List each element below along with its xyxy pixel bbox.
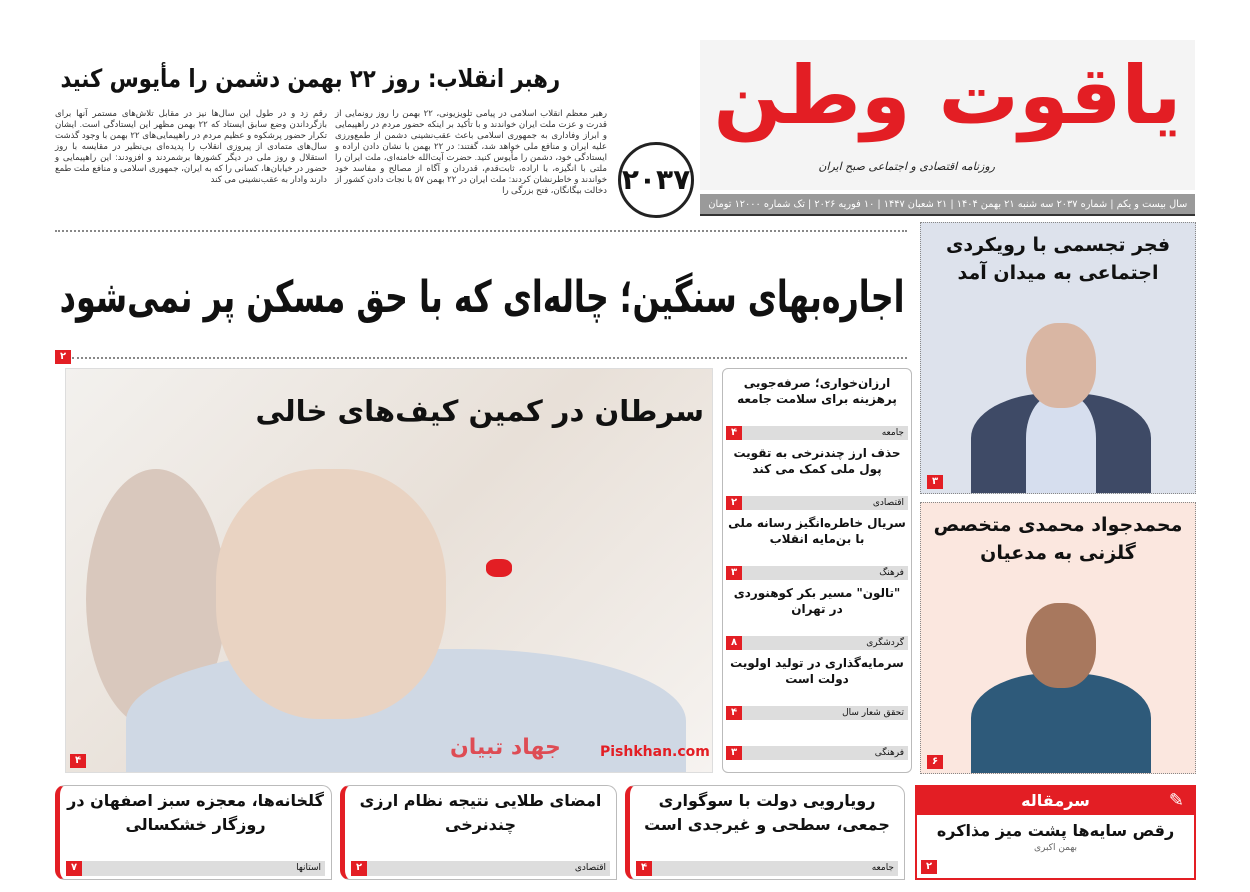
person-photo: [971, 323, 1151, 493]
list-item[interactable]: [726, 512, 908, 582]
category-label: تحقق شعار سال: [842, 708, 904, 718]
logo-text: یاقوت وطن: [713, 49, 1182, 142]
list-item-title: "تالون" مسیر بکر کوهنوردی در تهران: [726, 582, 908, 636]
category-label: جامعه: [881, 428, 904, 438]
watermark-url: Pishkhan.com: [600, 744, 710, 760]
category-label: استانها: [296, 863, 321, 873]
list-item[interactable]: [726, 652, 908, 722]
page-badge: ۲: [55, 350, 71, 364]
list-item-title: [726, 722, 908, 746]
photo-figure: [216, 469, 446, 719]
list-item[interactable]: [726, 722, 908, 762]
list-item-title: ارزان‌خواری؛ صرفه‌جویی پرهزینه برای سلامت جامعه: [726, 372, 908, 426]
sidebar-headline: فجر تجسمی با رویکردی اجتماعی به میدان آمد: [945, 234, 1171, 284]
bottom-story-title: رویارویی دولت با سوگواری جمعی، سطحی و غیرجدی است: [644, 791, 890, 834]
page-badge: ۴: [726, 706, 742, 720]
editorial-author: بهمن اکبری: [1033, 843, 1078, 853]
bow-shape: [486, 559, 512, 577]
category-label: گردشگری: [866, 638, 904, 648]
main-headline-box[interactable]: [60, 268, 905, 328]
category-label: اقتصادی: [574, 863, 606, 873]
editorial-title: رقص سایه‌ها پشت میز مذاکره: [936, 821, 1175, 840]
page-badge: ۴: [636, 861, 652, 876]
category-label: جامعه: [871, 863, 894, 873]
editorial-icon: ✎: [1168, 790, 1184, 811]
bottom-story[interactable]: [340, 785, 617, 880]
main-headline: اجاره‌بهای سنگین؛ چاله‌ای که با حق مسکن پر نمی‌شود: [60, 272, 905, 323]
bottom-story[interactable]: [625, 785, 905, 880]
tagline: روزنامه اقتصادی و اجتماعی صبح ایران: [818, 160, 995, 173]
page-badge: ۳: [726, 566, 742, 580]
page-badge: ۷: [66, 861, 82, 876]
photo-story[interactable]: [65, 368, 713, 773]
bottom-story[interactable]: [55, 785, 332, 880]
page-badge: ۴: [726, 426, 742, 440]
dateline-band: [700, 194, 1195, 216]
list-item[interactable]: [726, 372, 908, 442]
category-label: فرهنگ: [879, 568, 904, 578]
sidebar-headline: محمدجواد محمدی متخصص گلزنی به مدعیان: [933, 514, 1183, 564]
person-photo: [971, 603, 1151, 773]
divider: [55, 230, 907, 232]
photo-headline: سرطان در کمین کیف‌های خالی: [255, 394, 704, 428]
bottom-story-title: امضای طلایی نتیجه نظام ارزی چندنرخی: [359, 791, 602, 834]
sidebar-story[interactable]: [920, 222, 1196, 494]
top-headline: رهبر انقلاب: روز ۲۲ بهمن دشمن را مأیوس کنید: [60, 64, 560, 93]
page-badge: ۲: [351, 861, 367, 876]
watermark-logo: جهاد تبیان: [450, 735, 561, 760]
editorial[interactable]: [915, 785, 1196, 880]
category-label: اقتصادی: [872, 498, 904, 508]
page-badge: ۳: [726, 746, 742, 760]
dateline: سال بیست و یکم | شماره ۲۰۳۷ سه شنبه ۲۱ بهمن ۱۴۰۴ | ۲۱ شعبان ۱۴۴۷ | ۱۰ فوریه ۲۰۲۶ | تک شماره ۱۲۰۰۰ تومان: [708, 199, 1187, 210]
top-headline-box[interactable]: [60, 62, 560, 96]
page-badge: ۳: [927, 475, 943, 489]
list-item-title: سرمایه‌گذاری در تولید اولویت دولت است: [726, 652, 908, 706]
list-item-title: سریال خاطره‌انگیز رسانه ملی با بن‌مایه انقلاب: [726, 512, 908, 566]
news-list: [722, 368, 912, 773]
top-story-column-2: رقم زد و در طول این سال‌ها نیز در مقابل تلاش‌های مستمر آنها برای بازگرداندن وضع سابق ایستاد که ۲۲ بهمن مظهر این ایستادگی است. ایشان تکرار حضور پرشکوه و عظیم مردم در راهپیمایی‌های ۲۲ بهمن با وجود گذشت سال‌های متمادی از پیروزی انقلاب را پدیده‌ای بی‌نظیر در مقایسه با روز استقلال و روز ملی در دیگر کشورها برشمردند و افزودند: این راهپیمایی و حضور در خیابان‌ها، کسانی را که به ایران، جمهوری اسلامی و منافع ملت طمع دارند وادار به عقب‌نشینی می کند: [55, 108, 327, 184]
editorial-label: سرمقاله: [1021, 791, 1090, 810]
masthead-logo: [700, 40, 1195, 190]
page-badge: ۲: [921, 860, 937, 874]
bottom-story-title: گلخانه‌ها، معجزه سبز اصفهان در روزگار خشکسالی: [67, 791, 324, 834]
sidebar-story[interactable]: [920, 502, 1196, 774]
page-badge: ۶: [927, 755, 943, 769]
page-badge: ۴: [70, 754, 86, 768]
issue-number: ۲۰۳۷: [618, 142, 694, 218]
page-badge: ۲: [726, 496, 742, 510]
logo: [710, 48, 1185, 144]
category-label: فرهنگی: [874, 748, 904, 758]
list-item-title: حذف ارز چندنرخی به تقویت پول ملی کمک می کند: [726, 442, 908, 496]
list-item[interactable]: [726, 582, 908, 652]
divider: [72, 357, 907, 359]
page-badge: ۸: [726, 636, 742, 650]
list-item[interactable]: [726, 442, 908, 512]
top-story-column-1: رهبر معظم انقلاب اسلامی در پیامی تلویزیونی، ۲۲ بهمن را روز رونمایی از قدرت و عزت ملت ایران خواندند و با تأکید بر اینکه حضور مردم در راهپیمایی و ابراز وفاداری به جمهوری اسلامی باعث عقب‌نشینی دشمن از طمع‌ورزی علیه ایران و منافع ملی خواهد شد، گفتند: در ۲۲ بهمن با نشان دادن اراده و ایستادگی خود، دشمن را مأیوس کنید. حضرت آیت‌الله خامنه‌ای، ملت ایران را ملتی با انگیزه، با اراده، ثابت‌قدم، قدردان و آگاه از مصالح و مفاسد خود خواندند و خاطرنشان کردند: ملت ایران در ۲۲ بهمن ۵۷ با نجات دادن کشور از دخالت بیگانگان، فتح بزرگی را: [335, 108, 608, 195]
